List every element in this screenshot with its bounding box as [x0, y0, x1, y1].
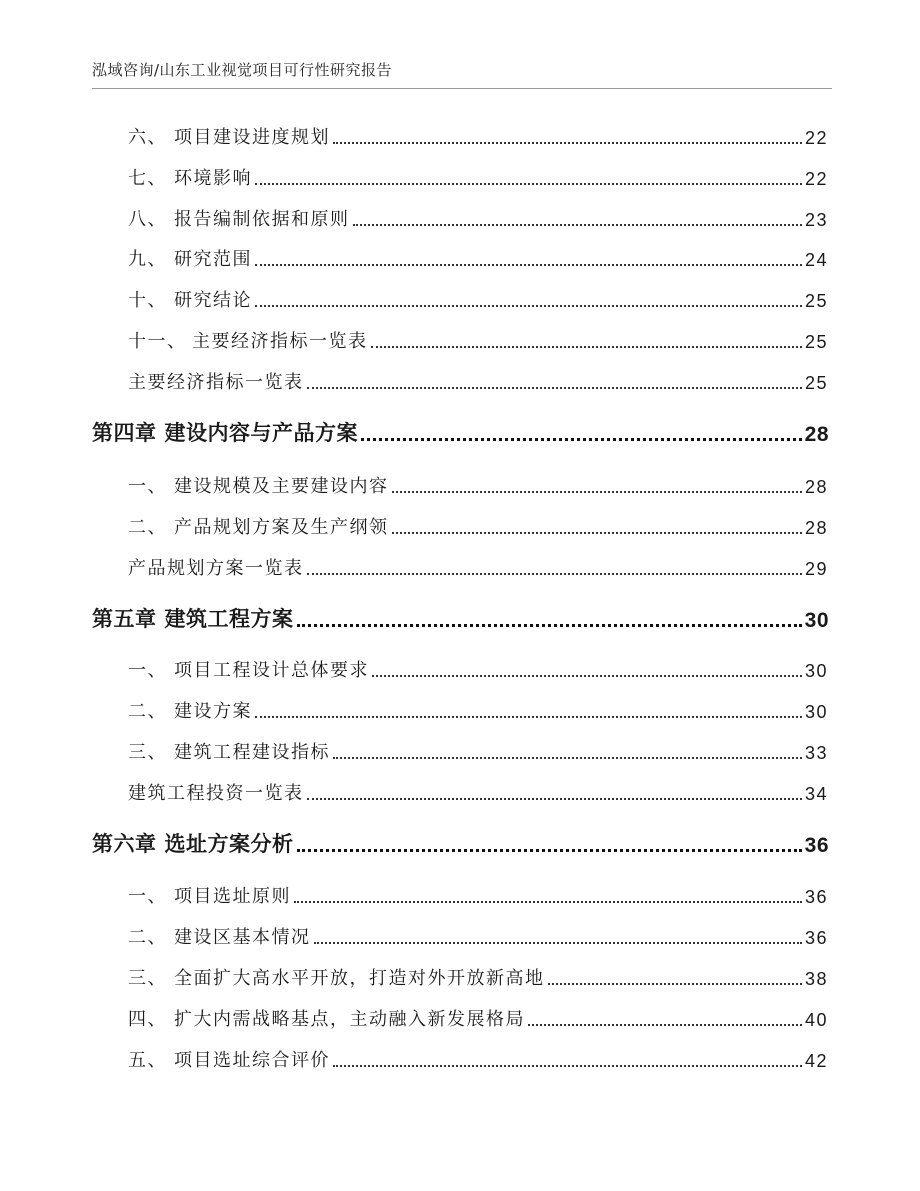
toc-entry-number: 一、 — [128, 476, 167, 497]
toc-entry-title: 项目选址原则 — [174, 886, 291, 907]
toc-entry-title: 项目建设进度规划 — [174, 127, 330, 148]
toc-entry-number: 七、 — [128, 168, 167, 189]
toc-entry-page: 34 — [804, 784, 828, 804]
toc-entry-page: 36 — [804, 928, 828, 948]
toc-entry-page: 22 — [804, 128, 828, 148]
toc-leader-dots — [361, 438, 802, 441]
toc-entry[interactable] — [128, 656, 828, 682]
toc-entry[interactable] — [128, 368, 828, 394]
toc-entry-title: 建设区基本情况 — [174, 927, 311, 948]
toc-entry[interactable] — [128, 472, 828, 498]
toc-entry-title: 产品规划方案一览表 — [128, 558, 304, 579]
toc-chapter-entry[interactable] — [92, 603, 829, 633]
toc-entry-page: 28 — [804, 423, 829, 446]
toc-entry-page: 33 — [804, 743, 828, 763]
toc-entry-title: 建筑工程建设指标 — [174, 742, 330, 763]
toc-entry-number: 二、 — [128, 517, 167, 538]
toc-entry-page: 25 — [804, 332, 828, 352]
toc-leader-dots — [392, 491, 802, 493]
toc-leader-dots — [392, 532, 802, 534]
toc-entry[interactable] — [128, 1046, 828, 1072]
toc-leader-dots — [371, 346, 802, 348]
toc-entry-page: 30 — [804, 661, 828, 681]
toc-chapter-number: 第六章 — [92, 832, 157, 856]
toc-entry-number: 八、 — [128, 209, 167, 230]
toc-entry[interactable] — [128, 327, 828, 353]
toc-leader-dots — [333, 1065, 802, 1067]
toc-chapter-number: 第五章 — [92, 607, 157, 631]
toc-entry-page: 38 — [804, 969, 828, 989]
page-header: 泓域咨询/山东工业视觉项目可行性研究报告 — [92, 59, 832, 89]
toc-entry-number: 四、 — [128, 1009, 167, 1030]
toc-entry-title: 报告编制依据和原则 — [174, 209, 350, 230]
toc-chapter-entry[interactable] — [92, 417, 829, 447]
toc-leader-dots — [307, 798, 802, 800]
toc-leader-dots — [255, 305, 802, 307]
toc-entry-page: 29 — [804, 559, 828, 579]
toc-entry-page: 28 — [804, 518, 828, 538]
toc-entry[interactable] — [128, 286, 828, 312]
toc-entry-page: 24 — [804, 250, 828, 270]
toc-entry[interactable] — [128, 513, 828, 539]
toc-chapter-entry[interactable] — [92, 828, 829, 858]
toc-leader-dots — [333, 142, 802, 144]
toc-entry[interactable] — [128, 164, 828, 190]
toc-entry-page: 42 — [804, 1051, 828, 1071]
toc-leader-dots — [294, 901, 802, 903]
toc-entry-number: 十、 — [128, 290, 167, 311]
toc-entry-title: 研究范围 — [174, 249, 252, 270]
toc-entry-number: 二、 — [128, 701, 167, 722]
toc-leader-dots — [307, 387, 802, 389]
toc-entry-title: 产品规划方案及生产纲领 — [174, 517, 389, 538]
toc-chapter-title: 建设内容与产品方案 — [164, 421, 358, 445]
toc-leader-dots — [548, 983, 802, 985]
toc-entry-page: 30 — [804, 702, 828, 722]
toc-entry-number: 十一、 — [128, 331, 187, 352]
toc-entry-page: 36 — [804, 887, 828, 907]
toc-entry-title: 建设规模及主要建设内容 — [174, 476, 389, 497]
toc-leader-dots — [255, 183, 802, 185]
toc-entry-page: 30 — [804, 609, 829, 632]
toc-entry-title: 项目选址综合评价 — [174, 1050, 330, 1071]
toc-entry[interactable] — [128, 123, 828, 149]
toc-entry[interactable] — [128, 923, 828, 949]
toc-entry-number: 六、 — [128, 127, 167, 148]
toc-entry[interactable] — [128, 738, 828, 764]
toc-entry[interactable] — [128, 779, 828, 805]
toc-entry-title: 主要经济指标一览表 — [128, 372, 304, 393]
toc-entry-number: 一、 — [128, 886, 167, 907]
toc-entry-title: 环境影响 — [174, 168, 252, 189]
toc-entry-page: 36 — [804, 834, 829, 857]
toc-entry-title: 全面扩大高水平开放，打造对外开放新高地 — [174, 968, 545, 989]
toc-leader-dots — [353, 224, 802, 226]
toc-leader-dots — [255, 264, 802, 266]
toc-entry-page: 22 — [804, 169, 828, 189]
toc-entry-page: 28 — [804, 477, 828, 497]
toc-entry[interactable] — [128, 1005, 828, 1031]
toc-leader-dots — [297, 624, 802, 627]
toc-entry-title: 主要经济指标一览表 — [192, 331, 368, 352]
toc-leader-dots — [528, 1024, 802, 1026]
toc-entry-number: 一、 — [128, 660, 167, 681]
toc-entry-page: 25 — [804, 373, 828, 393]
toc-leader-dots — [314, 942, 802, 944]
toc-entry-number: 三、 — [128, 968, 167, 989]
toc-chapter-title: 选址方案分析 — [164, 832, 294, 856]
toc-entry[interactable] — [128, 882, 828, 908]
toc-entry-number: 二、 — [128, 927, 167, 948]
toc-leader-dots — [255, 716, 802, 718]
toc-entry-title: 项目工程设计总体要求 — [174, 660, 369, 681]
toc-entry-title: 研究结论 — [174, 290, 252, 311]
toc-leader-dots — [297, 849, 802, 852]
toc-entry[interactable] — [128, 697, 828, 723]
toc-entry-page: 25 — [804, 291, 828, 311]
toc-entry-number: 五、 — [128, 1050, 167, 1071]
toc-leader-dots — [333, 757, 802, 759]
toc-chapter-number: 第四章 — [92, 421, 157, 445]
toc-entry-page: 40 — [804, 1010, 828, 1030]
toc-entry[interactable] — [128, 554, 828, 580]
toc-leader-dots — [307, 573, 802, 575]
toc-entry[interactable] — [128, 964, 828, 990]
toc-entry-page: 23 — [804, 210, 828, 230]
toc-entry-title: 建设方案 — [174, 701, 252, 722]
toc-entry-title: 建筑工程投资一览表 — [128, 783, 304, 804]
toc-entry-number: 九、 — [128, 249, 167, 270]
toc-entry-number: 三、 — [128, 742, 167, 763]
toc-entry[interactable] — [128, 245, 828, 271]
toc-entry[interactable] — [128, 205, 828, 231]
toc-leader-dots — [372, 675, 802, 677]
toc-entry-title: 扩大内需战略基点，主动融入新发展格局 — [174, 1009, 525, 1030]
toc-chapter-title: 建筑工程方案 — [164, 607, 294, 631]
